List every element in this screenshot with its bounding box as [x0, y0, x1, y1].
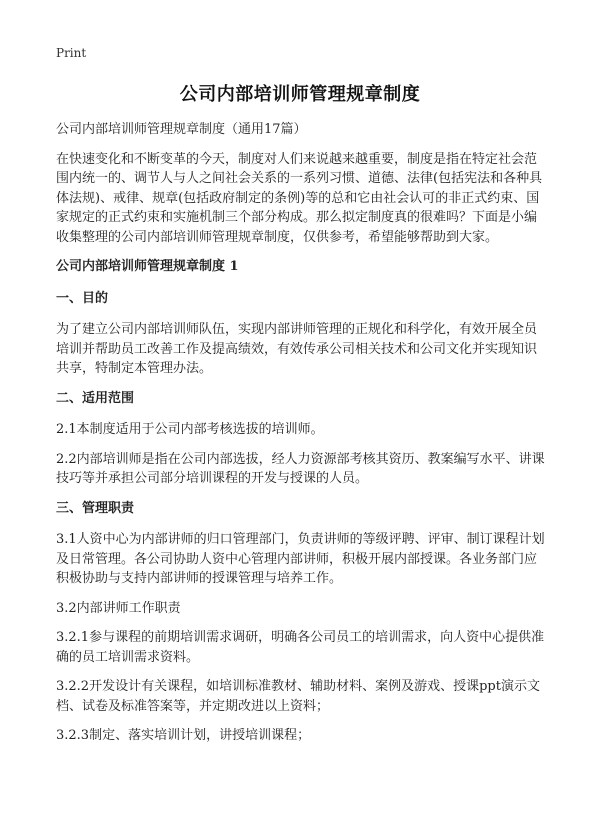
paragraph-scope-1: 2.1本制度适用于公司内部考核选拔的培训师。 [56, 422, 324, 437]
intro-paragraph: 在快速变化和不断变革的今天，制度对人们来说越来越重要，制度是指在特定社会范围内统一的、调节人与人之间社会关系的一系列习惯、道德、法律(包括宪法和各种具体法规)、戒律、规章(包括政府制定的条例)等的总和它由社会认可的非正式约束、国家规定的正式约束和实施机制三个部分构成。那么拟定制度真的很难吗？下面是小编收集整理的公司内部培训师管理规章制度，仅供参考，希望能够帮助到大家。 [56, 151, 543, 245]
paragraph-duties-2: 3.2内部讲师工作职责 [56, 600, 181, 616]
print-link[interactable]: Print [56, 46, 87, 60]
paragraph-purpose: 为了建立公司内部培训师队伍，实现内部讲师管理的正规化和科学化，有效开展全员培训并帮助员工改善工作及提高绩效，有效传承公司相关技术和公司文化并实现知识共享，特制定本管理办法。 [56, 322, 538, 376]
heading-purpose: 一、目的 [56, 290, 109, 306]
paragraph-duties-4: 3.2.2开发设计有关课程，如培训标准教材、辅助材料、案例及游戏、授课ppt演示文档、试卷及标准答案等，并定期改进以上资料； [56, 679, 540, 714]
document-body [56, 120, 548, 756]
paragraph-scope-2: 2.2内部培训师是指在公司内部选拔，经人力资源部考核其资历、教案编写水平、讲课技巧等并承担公司部分培训课程的开发与授课的人员。 [56, 451, 545, 486]
heading-scope: 二、适用范围 [56, 390, 135, 406]
page-title: 公司内部培训师管理规章制度 [179, 84, 421, 105]
paragraph-duties-1: 3.1人资中心为内部讲师的归口管理部门，负责讲师的等级评聘、评审、制订课程计划及日常管理。各公司协助人资中心管理内部讲师，积极开展内部授课。各业务部门应积极协助与支持内部讲师的授课管理与培养工作。 [56, 532, 545, 586]
paragraph-duties-3: 3.2.1参与课程的前期培训需求调研，明确各公司员工的培训需求，向人资中心提供准确的员工培训需求资料。 [56, 630, 545, 665]
heading-duties: 三、管理职责 [56, 500, 135, 516]
paragraph-duties-5: 3.2.3制定、落实培训计划，讲授培训课程； [56, 728, 311, 743]
section-heading: 公司内部培训师管理规章制度 1 [56, 259, 239, 274]
document-subtitle: 公司内部培训师管理规章制度（通用17篇） [56, 122, 307, 137]
